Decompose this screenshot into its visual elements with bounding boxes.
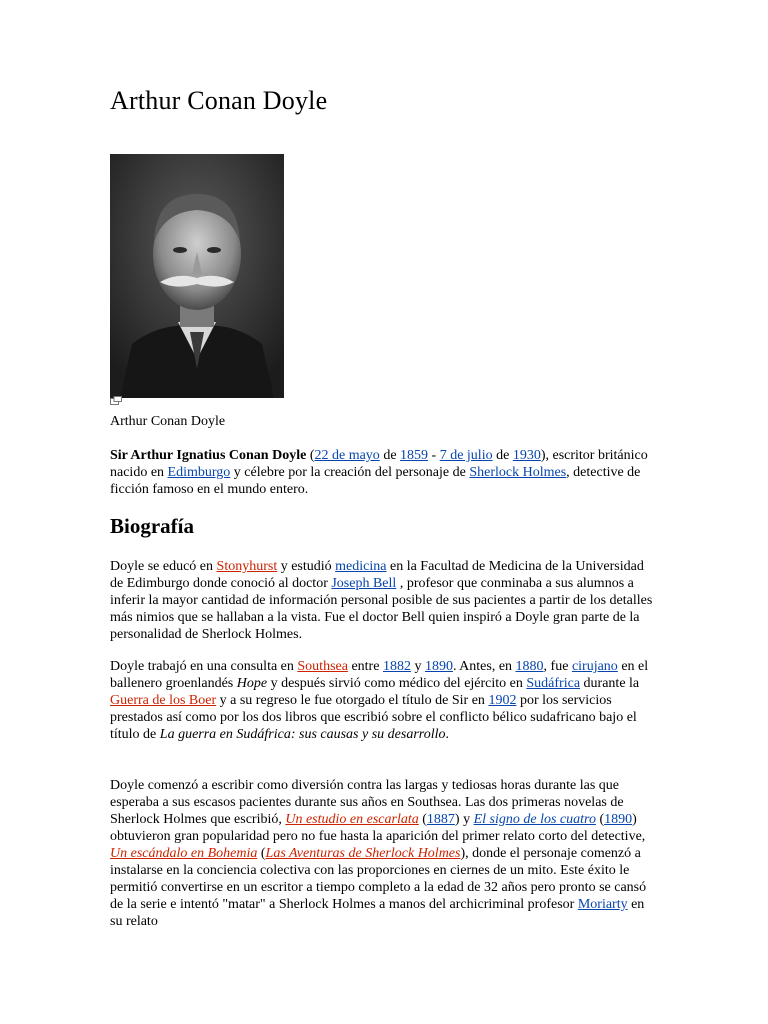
link-signo-cuatro[interactable]: El signo de los cuatro (473, 812, 596, 827)
biography-paragraph-1 (110, 558, 658, 643)
biography-paragraph-2 (110, 658, 658, 743)
text: ( (595, 812, 605, 827)
text: Doyle se educó en (110, 559, 217, 574)
image-placeholder-icon (110, 396, 122, 406)
text: ( (257, 846, 266, 861)
text: de (379, 448, 401, 463)
link-sudafrica[interactable]: Sudáfrica (526, 676, 581, 691)
ship-name: Hope (236, 676, 268, 691)
text: ) obtuvieron gran popularidad pero no fue hasta la aparición del primer relato corto del detective, (110, 812, 646, 844)
text: y estudió (277, 559, 336, 574)
link-escandalo-bohemia[interactable]: Un escándalo en Bohemia (110, 846, 258, 861)
text: y célebre por la creación del personaje de (230, 465, 470, 480)
text: ), escritor británico nacido en (110, 448, 648, 480)
biography-paragraph-3 (110, 777, 658, 930)
link-stonyhurst[interactable]: Stonyhurst (216, 559, 278, 574)
link-1887[interactable]: 1887 (426, 812, 455, 827)
text: , profesor que conminaba a sus alumnos a inferir la mayor cantidad de información personal posible de sus pacientes a partir de los detalles más nimios que se hallaban a la vista. Fue el doctor Bell quien inspiró a Doyle gran parte de la personalidad de Sherlock Holmes. (110, 576, 653, 642)
link-sherlock-holmes[interactable]: Sherlock Holmes (469, 465, 567, 480)
page-title: Arthur Conan Doyle (110, 86, 328, 115)
book-title: La guerra en Sudáfrica: sus causas y su desarrollo (159, 727, 446, 742)
text: , fue (543, 659, 572, 674)
link-1902[interactable]: 1902 (488, 693, 517, 708)
text: Doyle comenzó a escribir como diversión contra las largas y tediosas horas durante las que esperaba a sus escasos pacientes durante sus años en Southsea. Las dos primeras novelas de Sherlock Holmes que escribió, (110, 778, 624, 827)
text: ( (418, 812, 427, 827)
link-1882[interactable]: 1882 (382, 659, 411, 674)
text: de (492, 448, 513, 463)
intro-paragraph (110, 447, 658, 498)
link-1890-b[interactable]: 1890 (604, 812, 633, 827)
section-heading: Biografía (110, 514, 194, 538)
text: . (445, 727, 449, 742)
link-moriarty[interactable]: Moriarty (577, 897, 628, 912)
text: , detective de ficción famoso en el mundo entero. (110, 465, 641, 497)
link-edimburgo[interactable]: Edimburgo (167, 465, 231, 480)
text: por los servicios prestados así como por los dos libros que escribió sobre el conflicto bélico sudafricano bajo el título de (110, 693, 637, 742)
text: . Antes, en (452, 659, 516, 674)
link-1890[interactable]: 1890 (424, 659, 453, 674)
text: Doyle trabajó en una consulta en (110, 659, 298, 674)
subject-name: Sir Arthur Ignatius Conan Doyle (110, 448, 307, 463)
portrait-photo (110, 154, 284, 398)
text: ) y (454, 812, 474, 827)
link-death-year[interactable]: 1930 (512, 448, 541, 463)
link-1880[interactable]: 1880 (515, 659, 544, 674)
link-guerra-boer[interactable]: Guerra de los Boer (110, 693, 217, 708)
link-medicina[interactable]: medicina (335, 559, 387, 574)
text: en su relato (110, 897, 645, 929)
link-aventuras-sherlock[interactable]: Las Aventuras de Sherlock Holmes (265, 846, 461, 861)
text: ( (306, 448, 315, 463)
text: - (428, 448, 440, 463)
text: y (410, 659, 425, 674)
link-death-date[interactable]: 7 de julio (439, 448, 493, 463)
text: ), donde el personaje comenzó a instalarse en la conciencia colectiva con las proporciones en ciernes de un mito. Este éxito le permitió convertirse en un escritor a tiempo completo a la edad de 32 años pero pronto se cansó de la serie e intentó "matar" a Sherlock Holmes a manos del archicriminal profesor (110, 846, 647, 912)
link-birth-date[interactable]: 22 de mayo (314, 448, 380, 463)
link-cirujano[interactable]: cirujano (571, 659, 618, 674)
link-southsea[interactable]: Southsea (297, 659, 348, 674)
photo-caption: Arthur Conan Doyle (110, 414, 226, 429)
text: en la Facultad de Medicina de la Universidad de Edimburgo donde conoció al doctor (110, 559, 644, 591)
link-birth-year[interactable]: 1859 (400, 448, 429, 463)
text: entre (347, 659, 383, 674)
text: durante la (580, 676, 640, 691)
link-joseph-bell[interactable]: Joseph Bell (331, 576, 397, 591)
text: en el ballenero groenlandés (110, 659, 649, 691)
link-estudio-escarlata[interactable]: Un estudio en escarlata (285, 812, 419, 827)
text: y después sirvió como médico del ejército en (267, 676, 527, 691)
text: y a su regreso le fue otorgado el título de Sir en (216, 693, 489, 708)
